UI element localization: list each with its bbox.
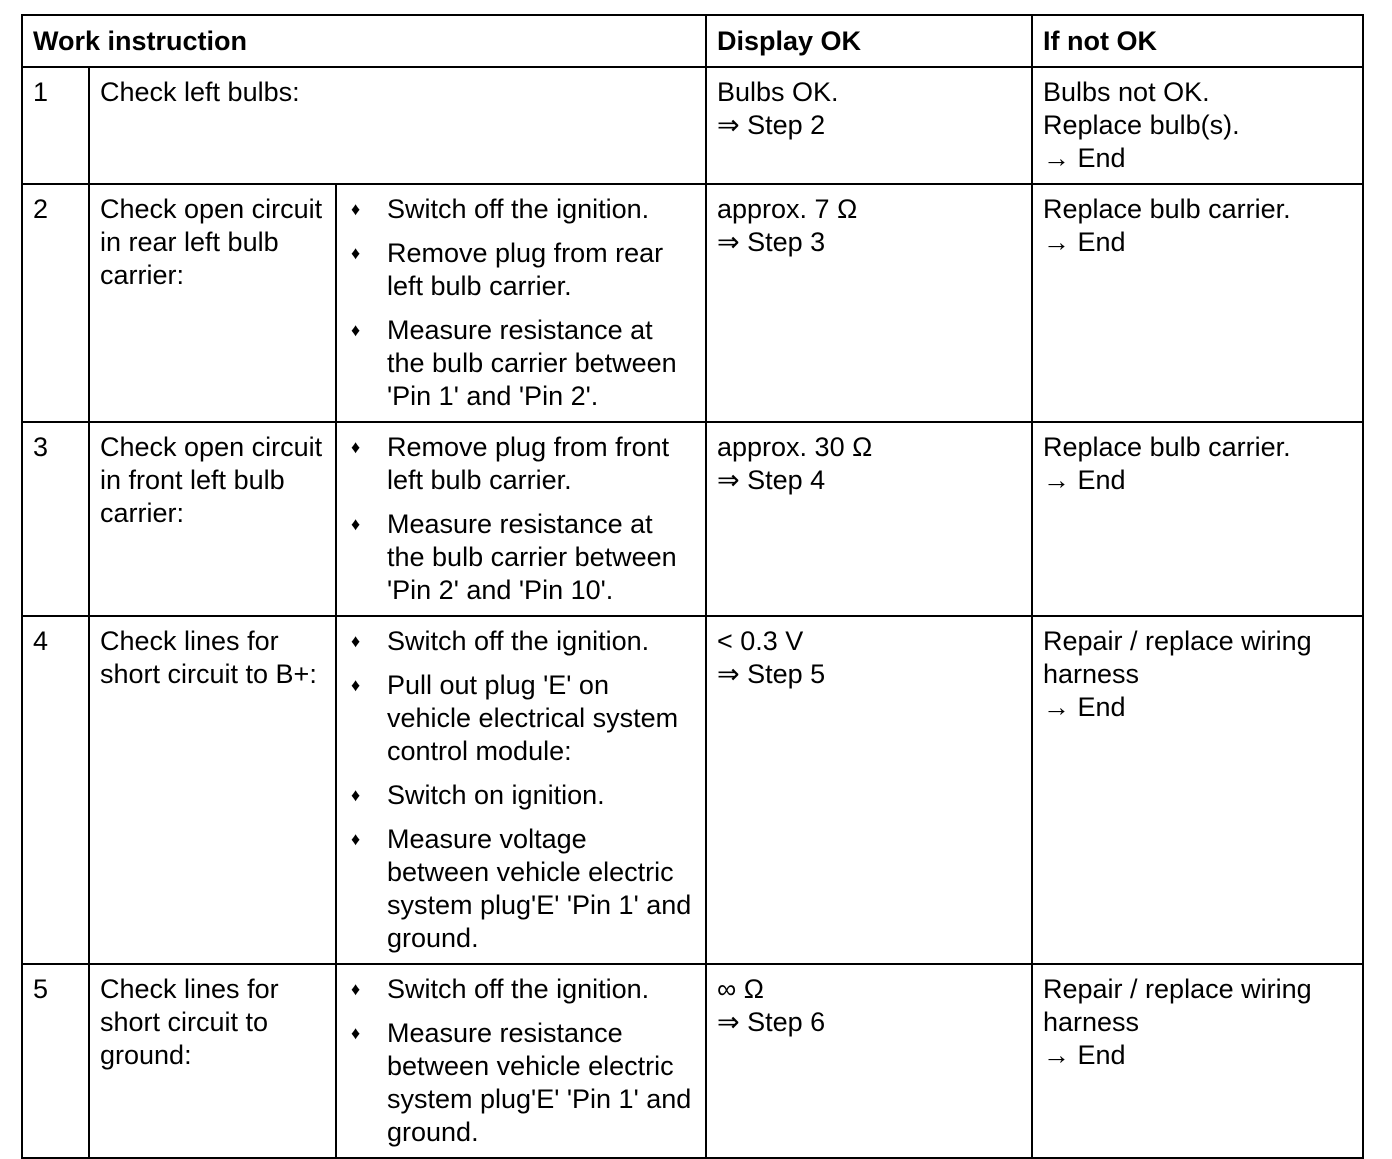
step-text: Switch off the ignition. [387,626,650,656]
diamond-bullet-icon: ♦ [351,320,361,340]
display-ok-line: ⇒ Step 5 [717,659,826,689]
step-number: 1 [22,67,89,184]
display-ok-cell [706,184,1032,422]
step-text: Switch off the ignition. [387,974,650,1004]
header-if-not-ok: If not OK [1032,15,1363,67]
display-ok-cell [706,964,1032,1158]
step-item [347,779,695,812]
steps-list [347,625,695,955]
procedure-steps [336,964,706,1158]
if-not-ok-line: → End [1043,692,1126,722]
table-row [22,67,1363,184]
header-display-ok: Display OK [706,15,1032,67]
step-number: 2 [22,184,89,422]
step-text: Measure resistance at the bulb carrier between 'Pin 1' and 'Pin 2'. [387,315,677,411]
step-item [347,625,695,658]
if-not-ok-line: Replace bulb carrier. [1043,194,1291,224]
display-ok-cell [706,67,1032,184]
if-not-ok-line: → End [1043,143,1126,173]
table-header-row [22,15,1363,67]
diamond-bullet-icon: ♦ [351,979,361,999]
step-number: 4 [22,616,89,964]
step-text: Switch on ignition. [387,780,605,810]
step-number: 5 [22,964,89,1158]
step-item [347,1017,695,1149]
if-not-ok-line: Bulbs not OK. [1043,77,1210,107]
display-ok-line: ∞ Ω [717,974,764,1004]
diamond-bullet-icon: ♦ [351,514,361,534]
if-not-ok-line: → End [1043,465,1126,495]
diamond-bullet-icon: ♦ [351,631,361,651]
if-not-ok-line: Repair / replace wiring harness [1043,626,1312,689]
check-description: Check open circuit in rear left bulb carrier: [89,184,336,422]
diamond-bullet-icon: ♦ [351,829,361,849]
procedure-steps [336,422,706,616]
step-number: 3 [22,422,89,616]
if-not-ok-line: → End [1043,1040,1126,1070]
step-item [347,193,695,226]
diamond-bullet-icon: ♦ [351,243,361,263]
diamond-bullet-icon: ♦ [351,437,361,457]
steps-list [347,431,695,607]
step-item [347,823,695,955]
step-text: Remove plug from front left bulb carrier. [387,432,670,495]
display-ok-cell [706,422,1032,616]
table-body [22,67,1363,1158]
if-not-ok-line: Repair / replace wiring harness [1043,974,1312,1037]
diamond-bullet-icon: ♦ [351,1023,361,1043]
display-ok-line: approx. 30 Ω [717,432,873,462]
header-work-instruction: Work instruction [22,15,706,67]
display-ok-line: ⇒ Step 2 [717,110,826,140]
step-item [347,973,695,1006]
step-text: Remove plug from rear left bulb carrier. [387,238,664,301]
if-not-ok-cell [1032,422,1363,616]
diamond-bullet-icon: ♦ [351,675,361,695]
step-item [347,237,695,303]
step-item [347,431,695,497]
procedure-steps [336,184,706,422]
display-ok-line: < 0.3 V [717,626,804,656]
work-instruction-table [21,14,1364,1159]
display-ok-line: Bulbs OK. [717,77,839,107]
check-description: Check lines for short circuit to ground: [89,964,336,1158]
step-item [347,314,695,413]
if-not-ok-cell [1032,67,1363,184]
table-row [22,616,1363,964]
if-not-ok-cell [1032,964,1363,1158]
step-text: Measure voltage between vehicle electric system plug'E' 'Pin 1' and ground. [387,824,692,953]
table-row [22,184,1363,422]
check-description: Check open circuit in front left bulb carrier: [89,422,336,616]
display-ok-line: ⇒ Step 6 [717,1007,826,1037]
steps-list [347,973,695,1149]
diamond-bullet-icon: ♦ [351,199,361,219]
step-item [347,669,695,768]
display-ok-line: approx. 7 Ω [717,194,858,224]
step-text: Measure resistance between vehicle electric system plug'E' 'Pin 1' and ground. [387,1018,692,1147]
display-ok-line: ⇒ Step 4 [717,465,826,495]
table-row [22,964,1363,1158]
if-not-ok-cell [1032,616,1363,964]
step-text: Pull out plug 'E' on vehicle electrical system control module: [387,670,679,766]
display-ok-line: ⇒ Step 3 [717,227,826,257]
display-ok-cell [706,616,1032,964]
diamond-bullet-icon: ♦ [351,785,361,805]
step-text: Switch off the ignition. [387,194,650,224]
step-text: Measure resistance at the bulb carrier between 'Pin 2' and 'Pin 10'. [387,509,677,605]
if-not-ok-cell [1032,184,1363,422]
table-row [22,422,1363,616]
if-not-ok-line: → End [1043,227,1126,257]
if-not-ok-line: Replace bulb carrier. [1043,432,1291,462]
steps-list [347,193,695,413]
step-item [347,508,695,607]
check-description: Check lines for short circuit to B+: [89,616,336,964]
check-description: Check left bulbs: [89,67,706,184]
procedure-steps [336,616,706,964]
if-not-ok-line: Replace bulb(s). [1043,110,1240,140]
